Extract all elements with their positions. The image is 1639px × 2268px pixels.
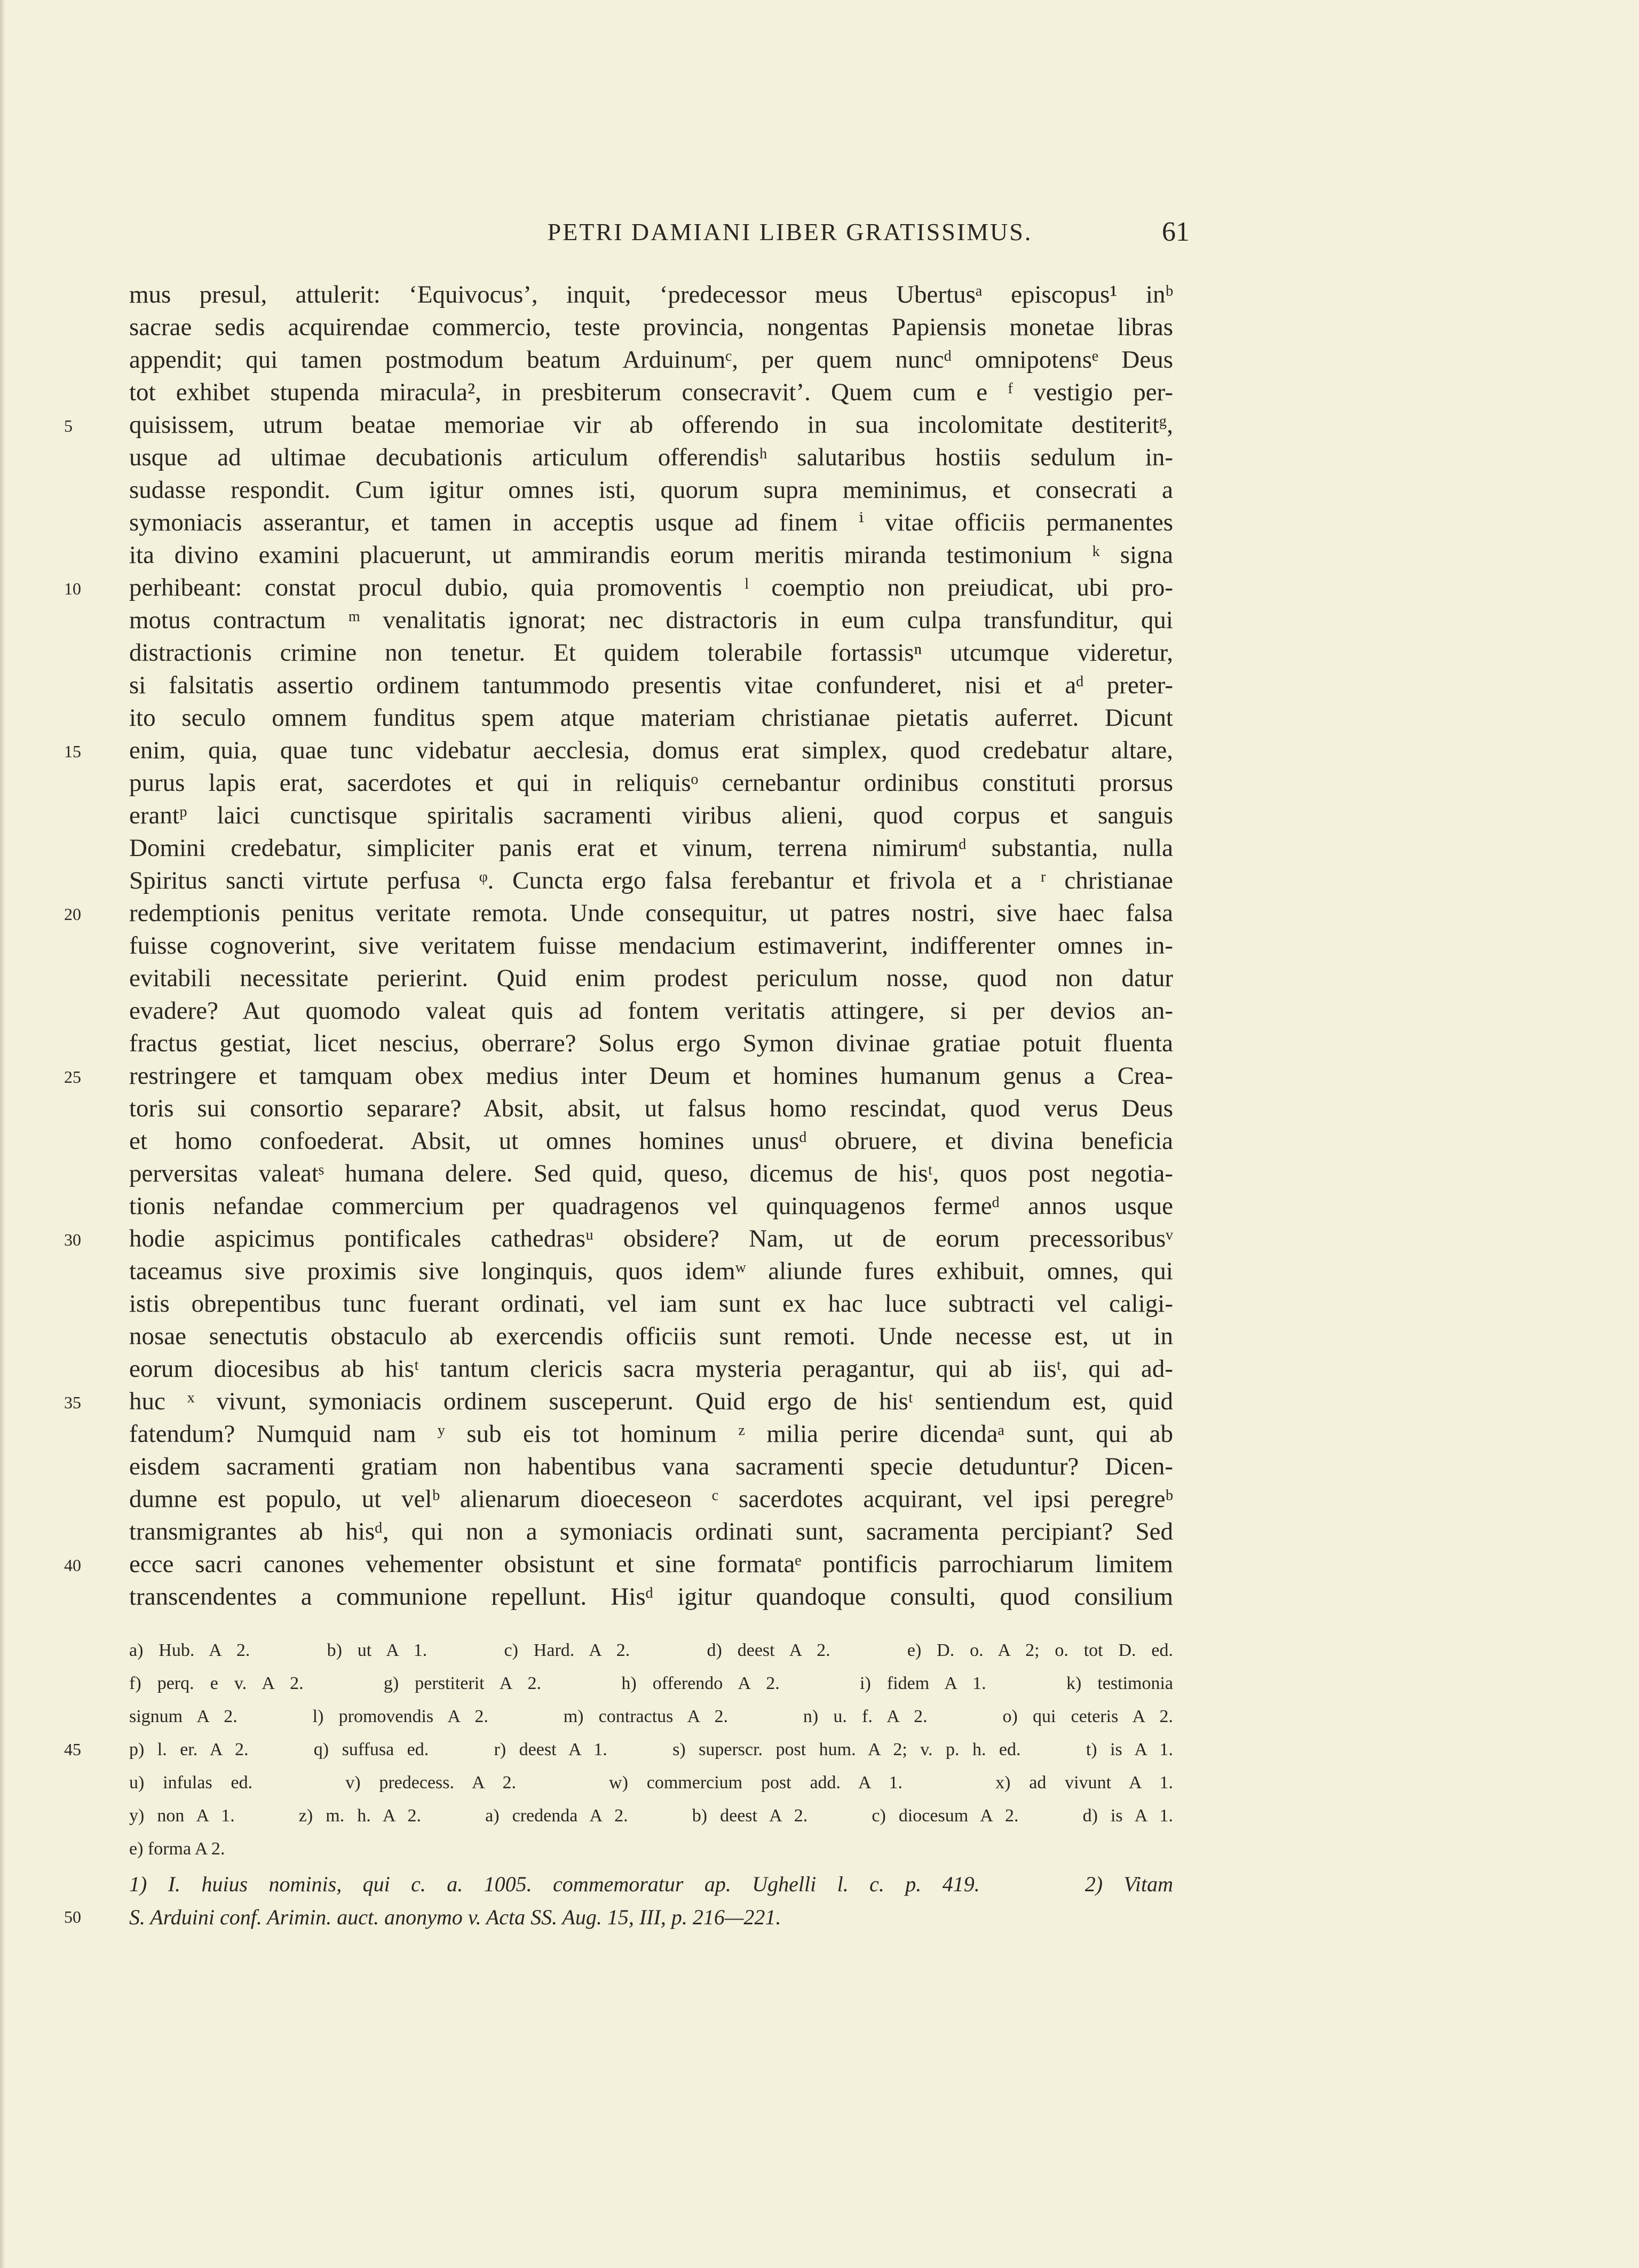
line-number: 20 bbox=[64, 905, 81, 924]
text-line: redemptionis penitus veritate remota. Unde consequitur, ut patres nostri, sive haec falsa bbox=[129, 899, 1173, 927]
text-line: fractus gestiat, licet nescius, oberrare? Solus ergo Symon divinae gratiae potuit fluenta bbox=[129, 1029, 1173, 1057]
text-line: si falsitatis assertio ordinem tantummodo presentis vitae confunderet, nisi et aᵈ preter- bbox=[129, 671, 1173, 699]
text-line: hodie aspicimus pontificales cathedrasᵘ obsidere? Nam, ut de eorum precessoribusᵛ bbox=[129, 1225, 1173, 1252]
text-line: Spiritus sancti virtute perfusa ᵠ. Cuncta ergo falsa ferebantur et frivola et a ʳ christianae bbox=[129, 867, 1173, 894]
line-number: 30 bbox=[64, 1230, 81, 1249]
page-edge-shadow bbox=[0, 0, 5, 2268]
apparatus-line: a) Hub. A 2. b) ut A 1. c) Hard. A 2. d) deest A 2. e) D. o. A 2; o. tot D. ed. bbox=[129, 1640, 1173, 1660]
text-line: eorum diocesibus ab hisᵗ tantum clericis sacra mysteria peragantur, qui ab iisᵗ, qui ad- bbox=[129, 1355, 1173, 1383]
line-number: 45 bbox=[64, 1740, 81, 1759]
footnote-line: S. Arduini conf. Arimin. auct. anonymo v. Acta SS. Aug. 15, III, p. 216—221. bbox=[129, 1905, 781, 1929]
text-line: transcendentes a communione repellunt. Hisᵈ igitur quandoque consulti, quod consilium bbox=[129, 1583, 1173, 1611]
text-line: distractionis crimine non tenetur. Et quidem tolerabile fortassisⁿ utcumque videretur, bbox=[129, 639, 1173, 667]
text-line: mus presul, attulerit: ‘Equivocus’, inquit, ‘predecessor meus Ubertusᵃ episcopus¹ inᵇ bbox=[129, 281, 1173, 308]
text-line: taceamus sive proximis sive longinquis, quos idemʷ aliunde fures exhibuit, omnes, qui bbox=[129, 1257, 1173, 1285]
apparatus-line: y) non A 1. z) m. h. A 2. a) credenda A 2. b) deest A 2. c) diocesum A 2. d) is A 1. bbox=[129, 1806, 1173, 1826]
apparatus-line: p) l. er. A 2. q) suffusa ed. r) deest A 1. s) superscr. post hum. A 2; v. p. h. ed. t) is A 1. bbox=[129, 1740, 1173, 1759]
line-number: 50 bbox=[64, 1907, 81, 1926]
line-number: 10 bbox=[64, 579, 81, 598]
text-line: restringere et tamquam obex medius inter Deum et homines humanum genus a Crea- bbox=[129, 1062, 1173, 1090]
text-line: symoniacis asserantur, et tamen in acceptis usque ad finem ⁱ vitae officiis permanentes bbox=[129, 509, 1173, 536]
text-line: tot exhibet stupenda miracula², in presbiterum consecravit’. Quem cum e ᶠ vestigio per- bbox=[129, 378, 1173, 406]
line-number: 5 bbox=[64, 416, 73, 435]
text-line: appendit; qui tamen postmodum beatum Arduinumᶜ, per quem nuncᵈ omnipotensᵉ Deus bbox=[129, 346, 1173, 374]
text-line: tionis nefandae commercium per quadragenos vel quinquagenos fermeᵈ annos usque bbox=[129, 1192, 1173, 1220]
text-line: ecce sacri canones vehementer obsistunt et sine formataᵉ pontificis parrochiarum limitem bbox=[129, 1550, 1173, 1578]
text-line: fuisse cognoverint, sive veritatem fuisse mendacium estimaverint, indifferenter omnes in- bbox=[129, 932, 1173, 959]
text-line: evitabili necessitate perierint. Quid enim prodest periculum nosse, quod non datur bbox=[129, 964, 1173, 992]
text-line: enim, quia, quae tunc videbatur aecclesia, domus erat simplex, quod credebatur altare, bbox=[129, 736, 1173, 764]
text-line: evadere? Aut quomodo valeat quis ad fontem veritatis attingere, si per devios an- bbox=[129, 997, 1173, 1025]
apparatus-line: u) infulas ed. v) predecess. A 2. w) commercium post add. A 1. x) ad vivunt A 1. bbox=[129, 1773, 1173, 1793]
text-line: nosae senectutis obstaculo ab exercendis officiis sunt remoti. Unde necesse est, ut in bbox=[129, 1322, 1173, 1350]
text-line: fatendum? Numquid nam ʸ sub eis tot hominum ᶻ milia perire dicendaᵃ sunt, qui ab bbox=[129, 1420, 1173, 1448]
text-line: sudasse respondit. Cum igitur omnes isti, quorum supra meminimus, et consecrati a bbox=[129, 476, 1173, 504]
text-line: erantᵖ laici cunctisque spiritalis sacramenti viribus alieni, quod corpus et sanguis bbox=[129, 802, 1173, 829]
text-line: purus lapis erat, sacerdotes et qui in reliquisᵒ cernebantur ordinibus constituti prorsus bbox=[129, 769, 1173, 797]
text-line: sacrae sedis acquirendae commercio, teste provincia, nongentas Papiensis monetae libras bbox=[129, 313, 1173, 341]
text-line: eisdem sacramenti gratiam non habentibus vana sacramenti specie detuduntur? Dicen- bbox=[129, 1453, 1173, 1480]
apparatus-line: f) perq. e v. A 2. g) perstiterit A 2. h) offerendo A 2. i) fidem A 1. k) testimonia bbox=[129, 1674, 1173, 1693]
footnote-line: 1) I. huius nominis, qui c. a. 1005. commemoratur ap. Ughelli l. c. p. 419. 2) Vitam bbox=[129, 1872, 1173, 1896]
running-header: PETRI DAMIANI LIBER GRATISSIMUS. bbox=[547, 218, 1033, 245]
text-line: perversitas valeatˢ humana delere. Sed quid, queso, dicemus de hisᵗ, quos post negotia- bbox=[129, 1160, 1173, 1187]
apparatus-line: signum A 2. l) promovendis A 2. m) contractus A 2. n) u. f. A 2. o) qui ceteris A 2. bbox=[129, 1707, 1173, 1726]
text-line: istis obrepentibus tunc fuerant ordinati, vel iam sunt ex hac luce subtracti vel caligi- bbox=[129, 1290, 1173, 1318]
line-number: 15 bbox=[64, 742, 81, 761]
text-line: Domini credebatur, simpliciter panis erat et vinum, terrena nimirumᵈ substantia, nulla bbox=[129, 834, 1173, 862]
text-line: transmigrantes ab hisᵈ, qui non a symoniacis ordinati sunt, sacramenta percipiant? Sed bbox=[129, 1518, 1173, 1545]
page-number: 61 bbox=[1162, 217, 1190, 247]
text-line: huc ˣ vivunt, symoniacis ordinem susceperunt. Quid ergo de hisᵗ sentiendum est, quid bbox=[129, 1387, 1173, 1415]
line-number: 25 bbox=[64, 1067, 81, 1087]
text-line: quisissem, utrum beatae memoriae vir ab offerendo in sua incolomitate destiteritᵍ, bbox=[129, 411, 1173, 439]
line-number: 40 bbox=[64, 1556, 81, 1575]
text-line: et homo confoederat. Absit, ut omnes homines unusᵈ obruere, et divina beneficia bbox=[129, 1127, 1173, 1155]
line-number: 35 bbox=[64, 1393, 81, 1412]
text-line: ita divino examini placuerunt, ut ammirandis eorum meritis miranda testimonium ᵏ signa bbox=[129, 541, 1173, 569]
text-line: perhibeant: constat procul dubio, quia promoventis ˡ coemptio non preiudicat, ubi pro- bbox=[129, 574, 1173, 601]
text-line: ito seculo omnem funditus spem atque materiam christianae pietatis auferret. Dicunt bbox=[129, 704, 1173, 732]
text-line: toris sui consortio separare? Absit, absit, ut falsus homo rescindat, quod verus Deus bbox=[129, 1095, 1173, 1122]
text-line: motus contractum ᵐ venalitatis ignorat; nec distractoris in eum culpa transfunditur, qui bbox=[129, 606, 1173, 634]
apparatus-line: e) forma A 2. bbox=[129, 1839, 225, 1859]
text-line: dumne est populo, ut velᵇ alienarum dioeceseon ᶜ sacerdotes acquirant, vel ipsi peregreᵇ bbox=[129, 1485, 1173, 1513]
text-line: usque ad ultimae decubationis articulum offerendisʰ salutaribus hostiis sedulum in- bbox=[129, 443, 1173, 471]
